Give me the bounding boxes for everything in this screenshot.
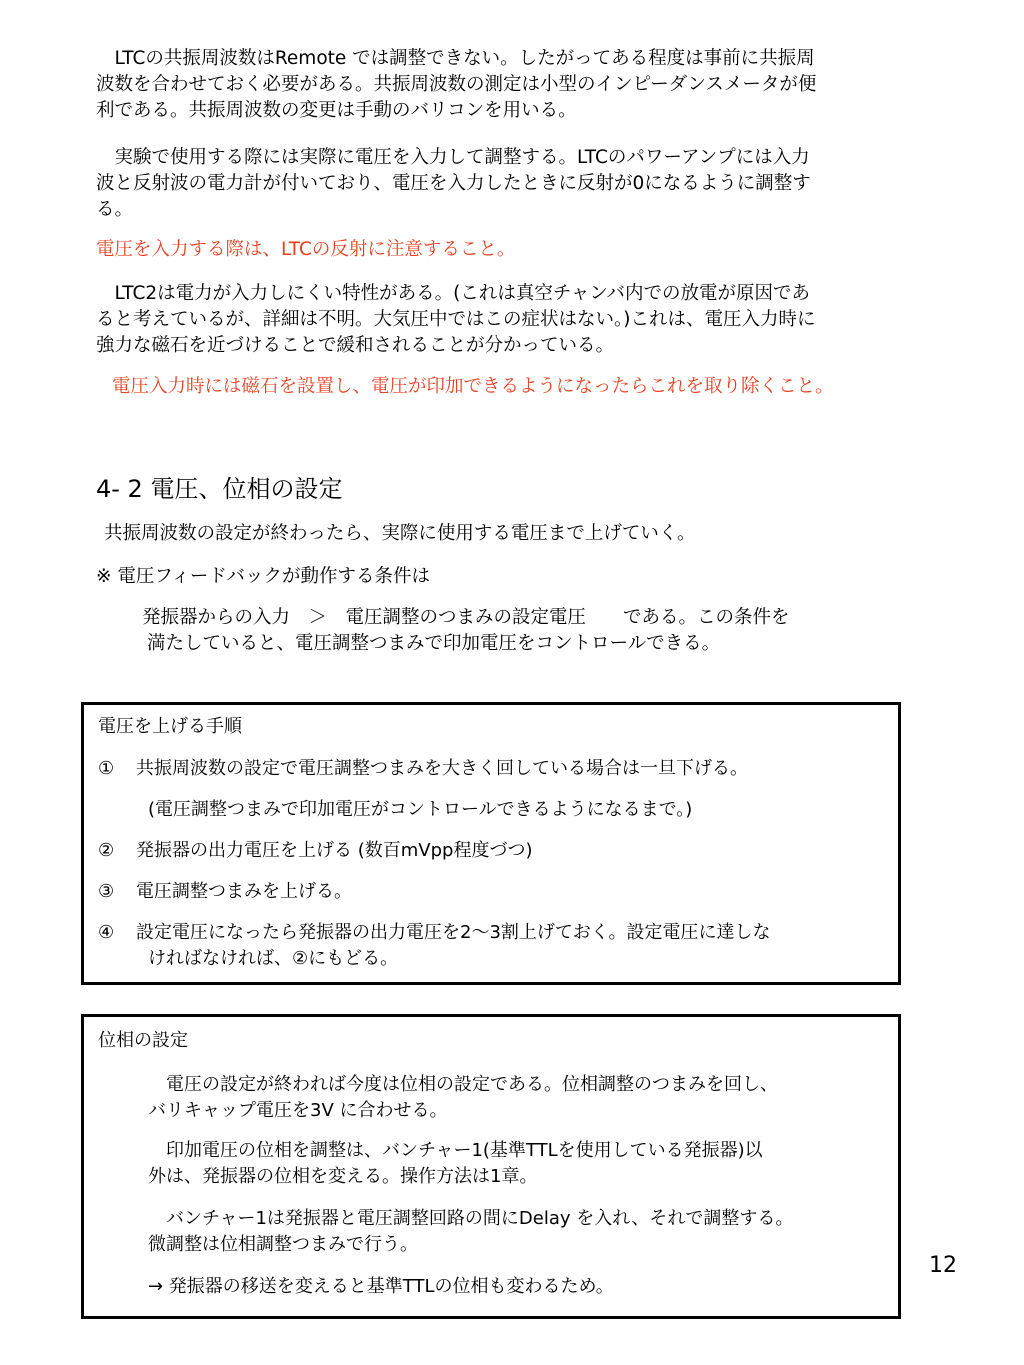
step-4-continuation: ければなければ、②にもどる。 [148, 948, 399, 969]
intro-p1-line1: LTCの共振周波数はRemote では調整できない。したがってある程度は事前に共振周 [96, 48, 815, 69]
condition-line2: 満たしていると、電圧調整つまみで印加電圧をコントロールできる。 [147, 633, 721, 654]
phase-p3-line1: バンチャー1は発振器と電圧調整回路の間にDelay を入れ、それで調整する。 [148, 1208, 794, 1229]
step-1-number: ① [98, 758, 115, 779]
warning-magnet: 電圧入力時には磁石を設置し、電圧が印加できるようになったらこれを取り除くこと。 [112, 376, 834, 397]
step-2-number: ② [98, 840, 115, 861]
step-3-text: 電圧調整つまみを上げる。 [136, 881, 352, 902]
section-lead: 共振周波数の設定が終わったら、実際に使用する電圧まで上げていく。 [104, 523, 696, 544]
phase-p3-line2: 微調整は位相調整つまみで行う。 [148, 1234, 418, 1255]
step-1-text: 共振周波数の設定で電圧調整つまみを大きく回している場合は一旦下げる。 [136, 758, 748, 779]
note-title: ※ 電圧フィードバックが動作する条件は [96, 566, 431, 587]
warning-reflection: 電圧を入力する際は、LTCの反射に注意すること。 [96, 239, 516, 260]
step-3-number: ③ [98, 881, 115, 902]
step-1-note: (電圧調整つまみで印加電圧がコントロールできるようになるまで。) [148, 799, 693, 820]
intro-p3-line1: LTC2は電力が入力しにくい特性がある。(これは真空チャンバ内での放電が原因であ [96, 283, 811, 304]
step-2-text: 発振器の出力電圧を上げる (数百mVpp程度づつ) [136, 840, 533, 861]
intro-p2-line2: 波と反射波の電力計が付いており、電圧を入力したときに反射が0になるように調整す [96, 173, 811, 194]
intro-p2-line3: る。 [96, 199, 134, 220]
phase-setting-box [81, 1014, 901, 1319]
step-4-text: 設定電圧になったら発振器の出力電圧を2～3割上げておく。設定電圧に達しな [136, 922, 771, 943]
intro-p1-line3: 利である。共振周波数の変更は手動のバリコンを用いる。 [96, 100, 577, 121]
section-heading: 4- 2 電圧、位相の設定 [96, 475, 343, 503]
intro-p3-line3: 強力な磁石を近づけることで緩和されることが分かっている。 [96, 335, 615, 356]
intro-p2-line1: 実験で使用する際には実際に電圧を入力して調整する。LTCのパワーアンプには入力 [96, 147, 810, 168]
intro-p1-line2: 波数を合わせておく必要がある。共振周波数の測定は小型のインピーダンスメータが便 [96, 74, 817, 95]
phase-box-title: 位相の設定 [98, 1030, 188, 1051]
phase-p4: → 発振器の移送を変えると基準TTLの位相も変わるため。 [148, 1276, 614, 1297]
condition-line1: 発振器からの入力 ＞ 電圧調整のつまみの設定電圧 である。この条件を [142, 607, 790, 628]
step-4-number: ④ [98, 922, 115, 943]
voltage-procedure-box [81, 702, 901, 985]
phase-p2-line2: 外は、発振器の位相を変える。操作方法は1章。 [148, 1166, 538, 1187]
page-number: 12 [929, 1253, 957, 1278]
intro-p3-line2: ると考えているが、詳細は不明。大気圧中ではこの症状はない。)これは、電圧入力時に [96, 309, 816, 330]
phase-p1-line1: 電圧の設定が終われば今度は位相の設定である。位相調整のつまみを回し、 [148, 1074, 778, 1095]
phase-p2-line1: 印加電圧の位相を調整は、バンチャー1(基準TTLを使用している発振器)以 [148, 1140, 763, 1161]
voltage-box-title: 電圧を上げる手順 [98, 716, 242, 737]
phase-p1-line2: バリキャップ電圧を3V に合わせる。 [148, 1100, 448, 1121]
